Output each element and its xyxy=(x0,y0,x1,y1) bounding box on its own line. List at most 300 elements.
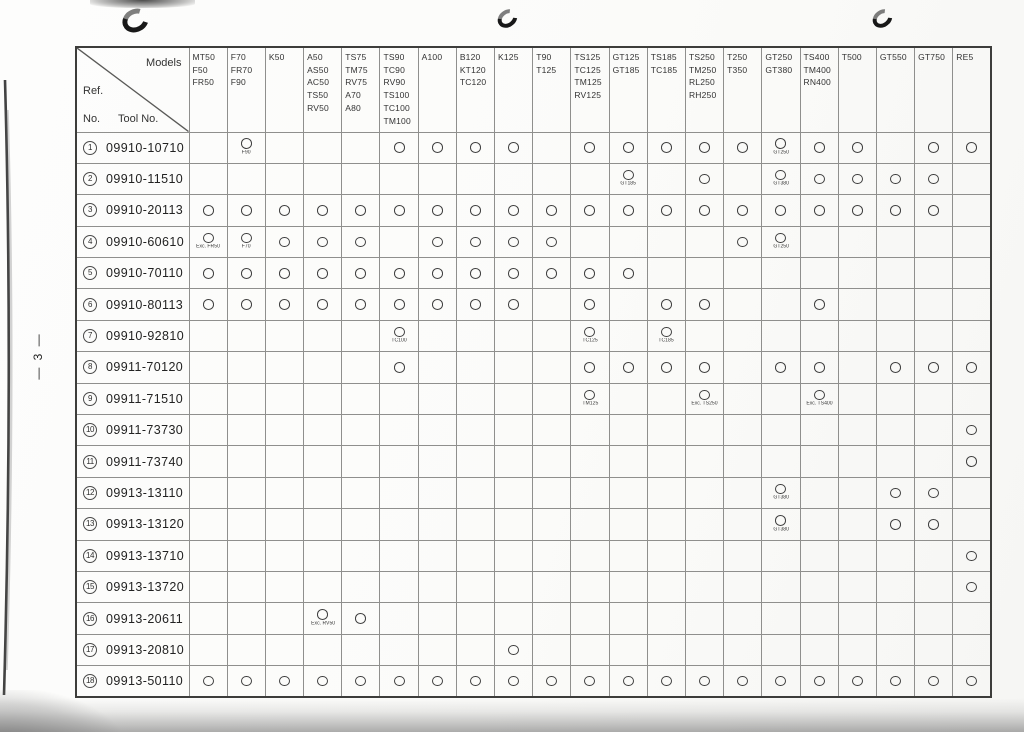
empty-cell xyxy=(495,163,533,194)
applicability-circle xyxy=(699,174,710,185)
applicability-circle xyxy=(470,142,481,153)
applicability-circle xyxy=(584,327,595,338)
empty-cell xyxy=(380,415,418,446)
applicability-cell xyxy=(685,289,723,320)
tool-no-label: Tool No. xyxy=(118,112,159,125)
empty-cell xyxy=(685,446,723,477)
tool-number: 09910-80113 xyxy=(106,297,184,312)
applicability-cell xyxy=(342,226,380,257)
tool-number: 09911-70120 xyxy=(106,360,184,375)
applicability-cell xyxy=(800,352,838,383)
empty-cell xyxy=(685,258,723,289)
empty-cell xyxy=(418,477,456,508)
applicability-cell xyxy=(685,195,723,226)
applicability-circle xyxy=(966,582,977,593)
applicability-cell xyxy=(609,163,647,194)
circle-note: Exc. FR50 xyxy=(196,244,220,250)
applicability-cell xyxy=(418,195,456,226)
applicability-cell xyxy=(762,195,800,226)
empty-cell xyxy=(762,383,800,414)
column-header-b120: B120 KT120 TC120 xyxy=(456,47,494,132)
applicability-circle xyxy=(814,676,825,687)
empty-cell xyxy=(724,634,762,665)
empty-cell xyxy=(227,571,265,602)
applicability-circle xyxy=(966,425,977,436)
empty-cell xyxy=(571,226,609,257)
empty-cell xyxy=(571,509,609,540)
empty-cell xyxy=(685,634,723,665)
empty-cell xyxy=(533,415,571,446)
applicability-circle xyxy=(355,237,366,248)
applicability-cell xyxy=(304,195,342,226)
applicability-circle xyxy=(355,613,366,624)
applicability-circle xyxy=(623,362,634,373)
empty-cell xyxy=(189,163,227,194)
empty-cell xyxy=(838,289,876,320)
empty-cell xyxy=(495,477,533,508)
empty-cell xyxy=(265,540,303,571)
empty-cell xyxy=(456,415,494,446)
empty-cell xyxy=(838,383,876,414)
empty-cell xyxy=(800,415,838,446)
empty-cell xyxy=(456,634,494,665)
empty-cell xyxy=(647,509,685,540)
empty-cell xyxy=(456,352,494,383)
applicability-cell xyxy=(571,258,609,289)
ref-number-badge: 12 xyxy=(83,486,97,500)
applicability-cell xyxy=(571,195,609,226)
applicability-circle xyxy=(317,609,328,620)
applicability-circle xyxy=(661,142,672,153)
applicability-circle xyxy=(432,237,443,248)
empty-cell xyxy=(571,540,609,571)
applicability-cell xyxy=(189,258,227,289)
applicability-cell xyxy=(418,666,456,697)
applicability-circle xyxy=(355,676,366,687)
circle-note: GT185 xyxy=(620,181,636,187)
table-row xyxy=(76,320,991,351)
applicability-cell xyxy=(876,666,914,697)
applicability-circle xyxy=(279,205,290,216)
empty-cell xyxy=(342,352,380,383)
circle-note: GT380 xyxy=(773,181,789,187)
binder-hole-mark-icon xyxy=(869,5,896,31)
applicability-circle xyxy=(699,362,710,373)
circle-note: Exc. TS250 xyxy=(691,401,718,407)
empty-cell xyxy=(685,226,723,257)
applicability-cell xyxy=(915,666,953,697)
empty-cell xyxy=(876,603,914,634)
empty-cell xyxy=(609,383,647,414)
applicability-cell xyxy=(609,258,647,289)
empty-cell xyxy=(418,415,456,446)
column-header-ts90: TS90 TC90 RV90 TS100 TC100 TM100 xyxy=(380,47,418,132)
empty-cell xyxy=(265,132,303,163)
applicability-cell xyxy=(685,383,723,414)
column-header-a100: A100 xyxy=(418,47,456,132)
empty-cell xyxy=(876,446,914,477)
empty-cell xyxy=(533,603,571,634)
empty-cell xyxy=(609,477,647,508)
circle-note: GT250 xyxy=(773,244,789,250)
applicability-cell xyxy=(838,163,876,194)
ref-number-badge: 1 xyxy=(83,141,97,155)
applicability-cell xyxy=(380,320,418,351)
applicability-circle xyxy=(775,138,786,149)
applicability-circle xyxy=(890,519,901,530)
applicability-cell xyxy=(647,132,685,163)
applicability-circle xyxy=(661,205,672,216)
empty-cell xyxy=(380,509,418,540)
empty-cell xyxy=(685,603,723,634)
applicability-circle xyxy=(241,676,252,687)
applicability-cell xyxy=(762,666,800,697)
tool-number-cell xyxy=(76,289,189,320)
applicability-circle xyxy=(584,676,595,687)
empty-cell xyxy=(609,289,647,320)
empty-cell xyxy=(647,571,685,602)
ref-number-badge: 2 xyxy=(83,172,97,186)
empty-cell xyxy=(915,446,953,477)
empty-cell xyxy=(876,258,914,289)
applicability-cell xyxy=(953,540,991,571)
empty-cell xyxy=(533,352,571,383)
ref-number-badge: 8 xyxy=(83,360,97,374)
applicability-cell xyxy=(495,634,533,665)
applicability-cell xyxy=(304,258,342,289)
tool-number-cell xyxy=(76,132,189,163)
applicability-cell xyxy=(838,195,876,226)
models-label: Models xyxy=(146,57,182,69)
tool-number-cell xyxy=(76,603,189,634)
tool-number-cell xyxy=(76,415,189,446)
applicability-circle xyxy=(279,268,290,279)
ref-number-badge: 18 xyxy=(83,674,97,688)
empty-cell xyxy=(571,446,609,477)
empty-cell xyxy=(571,603,609,634)
empty-cell xyxy=(609,446,647,477)
empty-cell xyxy=(609,571,647,602)
table-row xyxy=(76,415,991,446)
ref-label: Ref. xyxy=(83,85,104,97)
empty-cell xyxy=(227,352,265,383)
applicability-circle xyxy=(394,362,405,373)
empty-cell xyxy=(342,634,380,665)
ref-number-badge: 4 xyxy=(83,235,97,249)
empty-cell xyxy=(876,320,914,351)
applicability-circle xyxy=(814,299,825,310)
applicability-circle xyxy=(470,299,481,310)
applicability-cell xyxy=(685,352,723,383)
scan-bottom-shadow xyxy=(0,698,1024,732)
empty-cell xyxy=(609,540,647,571)
applicability-cell xyxy=(342,289,380,320)
empty-cell xyxy=(189,540,227,571)
applicability-cell xyxy=(724,132,762,163)
empty-cell xyxy=(724,540,762,571)
applicability-cell xyxy=(647,195,685,226)
tool-number: 09910-10710 xyxy=(106,140,185,155)
empty-cell xyxy=(838,571,876,602)
column-header-ts125: TS125 TC125 TM125 RV125 xyxy=(571,47,609,132)
applicability-cell xyxy=(762,132,800,163)
empty-cell xyxy=(418,163,456,194)
applicability-cell xyxy=(189,195,227,226)
column-header-mt50: MT50 F50 FR50 xyxy=(189,47,227,132)
applicability-cell xyxy=(418,289,456,320)
empty-cell xyxy=(418,446,456,477)
applicability-circle xyxy=(241,205,252,216)
applicability-cell xyxy=(762,163,800,194)
applicability-circle xyxy=(355,205,366,216)
applicability-cell xyxy=(380,352,418,383)
tool-number: 09913-50110 xyxy=(106,674,184,689)
applicability-circle xyxy=(814,142,825,153)
empty-cell xyxy=(724,163,762,194)
empty-cell xyxy=(762,320,800,351)
applicability-circle xyxy=(203,268,214,279)
empty-cell xyxy=(724,477,762,508)
empty-cell xyxy=(533,383,571,414)
applicability-circle xyxy=(966,362,977,373)
table-row xyxy=(76,446,991,477)
tool-number-cell xyxy=(76,509,189,540)
tool-number-cell xyxy=(76,446,189,477)
applicability-cell xyxy=(495,226,533,257)
applicability-cell xyxy=(456,666,494,697)
empty-cell xyxy=(800,258,838,289)
empty-cell xyxy=(571,163,609,194)
applicability-circle xyxy=(814,205,825,216)
applicability-cell xyxy=(800,383,838,414)
applicability-circle xyxy=(775,676,786,687)
applicability-cell xyxy=(571,289,609,320)
ref-number-badge: 16 xyxy=(83,612,97,626)
empty-cell xyxy=(342,320,380,351)
applicability-circle xyxy=(470,676,481,687)
applicability-circle xyxy=(699,299,710,310)
applicability-cell xyxy=(762,352,800,383)
applicability-circle xyxy=(203,205,214,216)
tool-number-cell xyxy=(76,477,189,508)
empty-cell xyxy=(724,509,762,540)
applicability-cell xyxy=(495,666,533,697)
empty-cell xyxy=(533,289,571,320)
applicability-circle xyxy=(814,362,825,373)
empty-cell xyxy=(456,571,494,602)
circle-note: GT250 xyxy=(773,149,789,156)
applicability-circle xyxy=(241,268,252,279)
applicability-cell xyxy=(571,132,609,163)
empty-cell xyxy=(265,603,303,634)
applicability-cell xyxy=(533,666,571,697)
empty-cell xyxy=(876,226,914,257)
applicability-cell xyxy=(189,666,227,697)
empty-cell xyxy=(189,571,227,602)
applicability-circle xyxy=(584,390,595,401)
applicability-cell xyxy=(533,258,571,289)
applicability-circle xyxy=(508,645,519,656)
applicability-cell xyxy=(876,163,914,194)
applicability-cell xyxy=(342,195,380,226)
empty-cell xyxy=(685,571,723,602)
tool-number-cell xyxy=(76,258,189,289)
empty-cell xyxy=(533,477,571,508)
applicability-cell xyxy=(227,132,265,163)
empty-cell xyxy=(800,477,838,508)
empty-cell xyxy=(418,320,456,351)
empty-cell xyxy=(227,320,265,351)
table-row xyxy=(76,666,991,697)
column-header-ts400: TS400 TM400 RN400 xyxy=(800,47,838,132)
applicability-cell xyxy=(647,289,685,320)
empty-cell xyxy=(953,509,991,540)
table-row xyxy=(76,540,991,571)
empty-cell xyxy=(227,163,265,194)
applicability-cell xyxy=(724,195,762,226)
empty-cell xyxy=(876,383,914,414)
empty-cell xyxy=(380,634,418,665)
empty-cell xyxy=(800,571,838,602)
applicability-cell xyxy=(571,352,609,383)
empty-cell xyxy=(724,446,762,477)
empty-cell xyxy=(762,540,800,571)
empty-cell xyxy=(533,634,571,665)
applicability-circle xyxy=(546,237,557,248)
applicability-circle xyxy=(317,237,328,248)
applicability-cell xyxy=(265,289,303,320)
column-header-gt550: GT550 xyxy=(876,47,914,132)
ref-number-badge: 7 xyxy=(83,329,97,343)
empty-cell xyxy=(265,571,303,602)
empty-cell xyxy=(533,163,571,194)
empty-cell xyxy=(876,132,914,163)
applicability-cell xyxy=(495,132,533,163)
applicability-circle xyxy=(661,299,672,310)
empty-cell xyxy=(304,163,342,194)
applicability-circle xyxy=(928,142,939,153)
empty-cell xyxy=(647,477,685,508)
applicability-circle xyxy=(775,170,786,181)
applicability-cell xyxy=(342,603,380,634)
empty-cell xyxy=(265,509,303,540)
applicability-circle xyxy=(508,268,519,279)
empty-cell xyxy=(533,571,571,602)
empty-cell xyxy=(265,477,303,508)
empty-cell xyxy=(685,509,723,540)
table-row xyxy=(76,226,991,257)
ref-number-badge: 3 xyxy=(83,203,97,217)
column-header-ts185: TS185 TC185 xyxy=(647,47,685,132)
tool-number: 09913-13120 xyxy=(106,517,185,532)
applicability-circle xyxy=(508,237,519,248)
empty-cell xyxy=(495,446,533,477)
applicability-circle xyxy=(584,299,595,310)
applicability-cell xyxy=(838,666,876,697)
column-header-k50: K50 xyxy=(265,47,303,132)
empty-cell xyxy=(915,571,953,602)
applicability-cell xyxy=(609,352,647,383)
applicability-circle xyxy=(241,138,252,149)
empty-cell xyxy=(418,509,456,540)
circle-note: Exc. TS400 xyxy=(805,401,833,407)
empty-cell xyxy=(609,634,647,665)
applicability-cell xyxy=(800,163,838,194)
tool-number: 09911-73730 xyxy=(106,423,184,438)
applicability-cell xyxy=(876,195,914,226)
empty-cell xyxy=(609,415,647,446)
applicability-cell xyxy=(495,195,533,226)
empty-cell xyxy=(265,446,303,477)
applicability-circle xyxy=(584,142,595,153)
empty-cell xyxy=(609,509,647,540)
applicability-circle xyxy=(623,268,634,279)
empty-cell xyxy=(456,603,494,634)
empty-cell xyxy=(189,132,227,163)
empty-cell xyxy=(800,320,838,351)
applicability-circle xyxy=(394,142,405,153)
applicability-cell xyxy=(227,226,265,257)
empty-cell xyxy=(800,540,838,571)
table-row xyxy=(76,132,991,163)
empty-cell xyxy=(571,571,609,602)
empty-cell xyxy=(647,163,685,194)
empty-cell xyxy=(647,603,685,634)
ref-number-badge: 15 xyxy=(83,580,97,594)
table-row xyxy=(76,603,991,634)
empty-cell xyxy=(762,415,800,446)
applicability-circle xyxy=(928,676,939,687)
tool-number-cell xyxy=(76,571,189,602)
applicability-cell xyxy=(304,289,342,320)
empty-cell xyxy=(380,477,418,508)
applicability-cell xyxy=(571,320,609,351)
empty-cell xyxy=(915,289,953,320)
empty-cell xyxy=(724,415,762,446)
applicability-circle xyxy=(737,142,748,153)
empty-cell xyxy=(380,446,418,477)
table-row xyxy=(76,352,991,383)
empty-cell xyxy=(876,415,914,446)
tool-number: 09910-60610 xyxy=(106,234,185,249)
applicability-cell xyxy=(189,289,227,320)
empty-cell xyxy=(304,634,342,665)
applicability-cell xyxy=(915,132,953,163)
applicability-cell xyxy=(647,352,685,383)
binder-hole-mark-icon xyxy=(118,4,153,37)
applicability-circle xyxy=(584,268,595,279)
applicability-cell xyxy=(953,571,991,602)
applicability-circle xyxy=(546,676,557,687)
circle-note: F90 xyxy=(241,149,251,156)
page-edge-shadow xyxy=(0,70,16,700)
applicability-circle xyxy=(928,362,939,373)
applicability-cell xyxy=(418,226,456,257)
empty-cell xyxy=(342,540,380,571)
table-row xyxy=(76,258,991,289)
empty-cell xyxy=(953,258,991,289)
applicability-circle xyxy=(890,362,901,373)
empty-cell xyxy=(380,603,418,634)
empty-cell xyxy=(953,477,991,508)
empty-cell xyxy=(609,226,647,257)
empty-cell xyxy=(800,603,838,634)
applicability-cell xyxy=(380,258,418,289)
applicability-circle xyxy=(737,237,748,248)
empty-cell xyxy=(304,320,342,351)
table-row xyxy=(76,195,991,226)
empty-cell xyxy=(953,226,991,257)
